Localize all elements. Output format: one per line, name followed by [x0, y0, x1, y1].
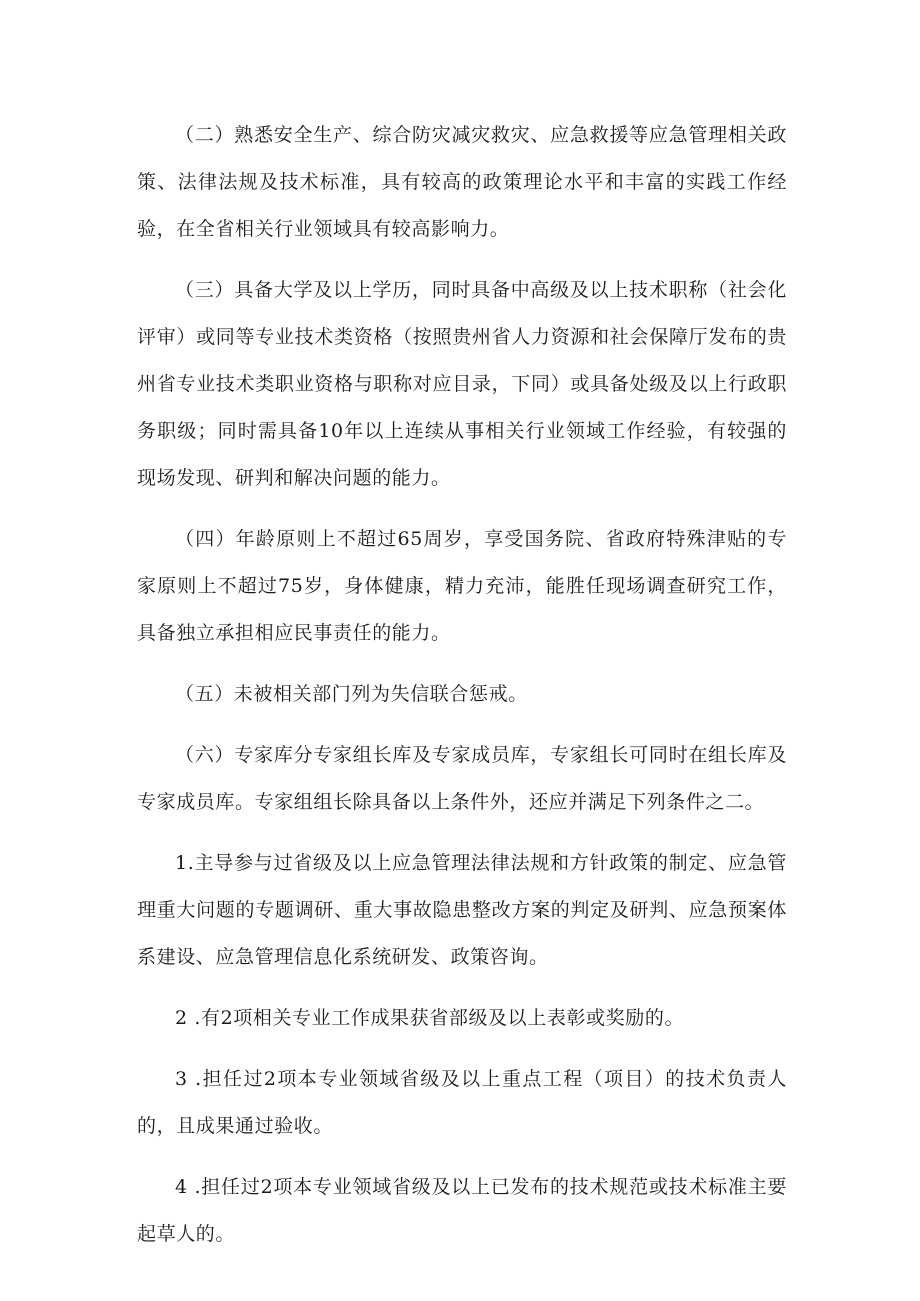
paragraph-3: （三）具备大学及以上学历，同时具备中高级及以上技术职称（社会化评审）或同等专业技术类资格（按照贵州省人力资源和社会保障厅发布的贵州省专业技术类职业资格与职称对应目录，下同）或具备处级及以上行政职务职级；同时需具备10年以上连续从事相关行业领域工作经验，有较强的现场发现、研判和解决问题的能力。	[137, 279, 787, 489]
condition-item-1: 1.主导参与过省级及以上应急管理法律法规和方针政策的制定、应急管理重大问题的专题调研、重大事故隐患整改方案的判定及研判、应急预案体系建设、应急管理信息化系统研发、政策咨询。	[137, 852, 787, 968]
condition-item-3: 3 .担任过2项本专业领域省级及以上重点工程（项目）的技术负责人的，且成果通过验收。	[137, 1068, 787, 1137]
paragraph-5: （五）未被相关部门列为失信联合惩戒。	[175, 683, 528, 705]
document-body	[137, 112, 787, 1272]
paragraph-6: （六）专家库分专家组长库及专家成员库，专家组长可同时在组长库及专家成员库。专家组组长除具备以上条件外，还应并满足下列条件之二。	[137, 744, 787, 813]
condition-item-4: 4 .担任过2项本专业领域省级及以上已发布的技术规范或技术标准主要起草人的。	[137, 1176, 787, 1245]
condition-item-2: 2 .有2项相关专业工作成果获省部级及以上表彰或奖励的。	[175, 1007, 685, 1029]
paragraph-2: （二）熟悉安全生产、综合防灾减灾救灾、应急救援等应急管理相关政策、法律法规及技术标准，具有较高的政策理论水平和丰富的实践工作经验，在全省相关行业领域具有较高影响力。	[137, 124, 787, 240]
paragraph-4: （四）年龄原则上不超过65周岁，享受国务院、省政府特殊津贴的专家原则上不超过75岁，身体健康，精力充沛，能胜任现场调查研究工作，具备独立承担相应民事责任的能力。	[137, 528, 787, 644]
